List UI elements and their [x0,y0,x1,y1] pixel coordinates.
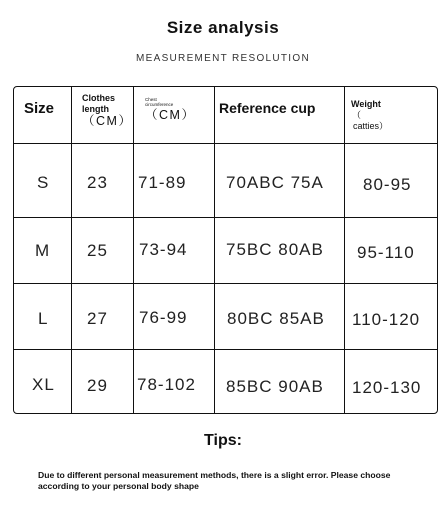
table-cell-cup: 70ABC 75A [226,173,324,192]
header-length-line2: length [82,104,109,114]
table-cell-cup: 75BC 80AB [226,240,324,259]
table-cell-size: M [35,241,51,260]
header-weight-line2: （ [352,110,362,120]
row-divider [14,217,437,218]
header-size: Size [24,100,55,117]
table-cell-size: L [38,309,49,328]
table-cell-cup: 85BC 90AB [226,377,324,396]
table-cell-chest: 73-94 [139,240,188,259]
table-cell-weight: 95-110 [357,243,415,262]
table-cell-length: 29 [87,376,108,395]
page-title: Size analysis [166,18,280,37]
column-divider [71,87,72,413]
page-subtitle: MEASUREMENT RESOLUTION [136,53,310,64]
tips-title: Tips: [204,432,242,449]
header-clothes-length [82,93,132,127]
column-divider [214,87,215,413]
table-cell-weight: 80-95 [363,175,412,194]
header-length-unit: （CM） [82,114,133,128]
header-weight [351,99,388,132]
header-chest-circumference [145,97,196,122]
row-divider [14,283,437,284]
table-cell-length: 23 [87,173,108,192]
header-chest-line2: circumference [145,102,174,107]
row-divider [14,143,437,144]
table-cell-length: 25 [87,241,108,260]
table-cell-cup: 80BC 85AB [227,309,325,328]
table-cell-weight: 110-120 [352,310,421,329]
column-divider [344,87,345,413]
table-cell-chest: 71-89 [138,173,187,192]
column-divider [133,87,134,413]
table-cell-weight: 120-130 [352,378,422,397]
header-weight-line3: catties） [353,121,389,131]
header-weight-line1: Weight [351,99,381,109]
table-cell-length: 27 [87,309,108,328]
header-chest-unit: （CM） [145,108,196,122]
header-chest-line1: Chest [145,97,157,102]
table-cell-chest: 78-102 [137,375,196,394]
tips-text: Due to different personal measurement methods, there is a slight error. Please choose according to your personal body shape [38,470,391,491]
header-reference-cup: Reference cup [219,100,316,116]
size-table [13,86,438,414]
table-cell-chest: 76-99 [139,308,188,327]
table-cell-size: XL [32,375,55,394]
header-length-line1: Clothes [82,93,116,103]
row-divider [14,349,437,350]
table-cell-size: S [37,173,50,192]
